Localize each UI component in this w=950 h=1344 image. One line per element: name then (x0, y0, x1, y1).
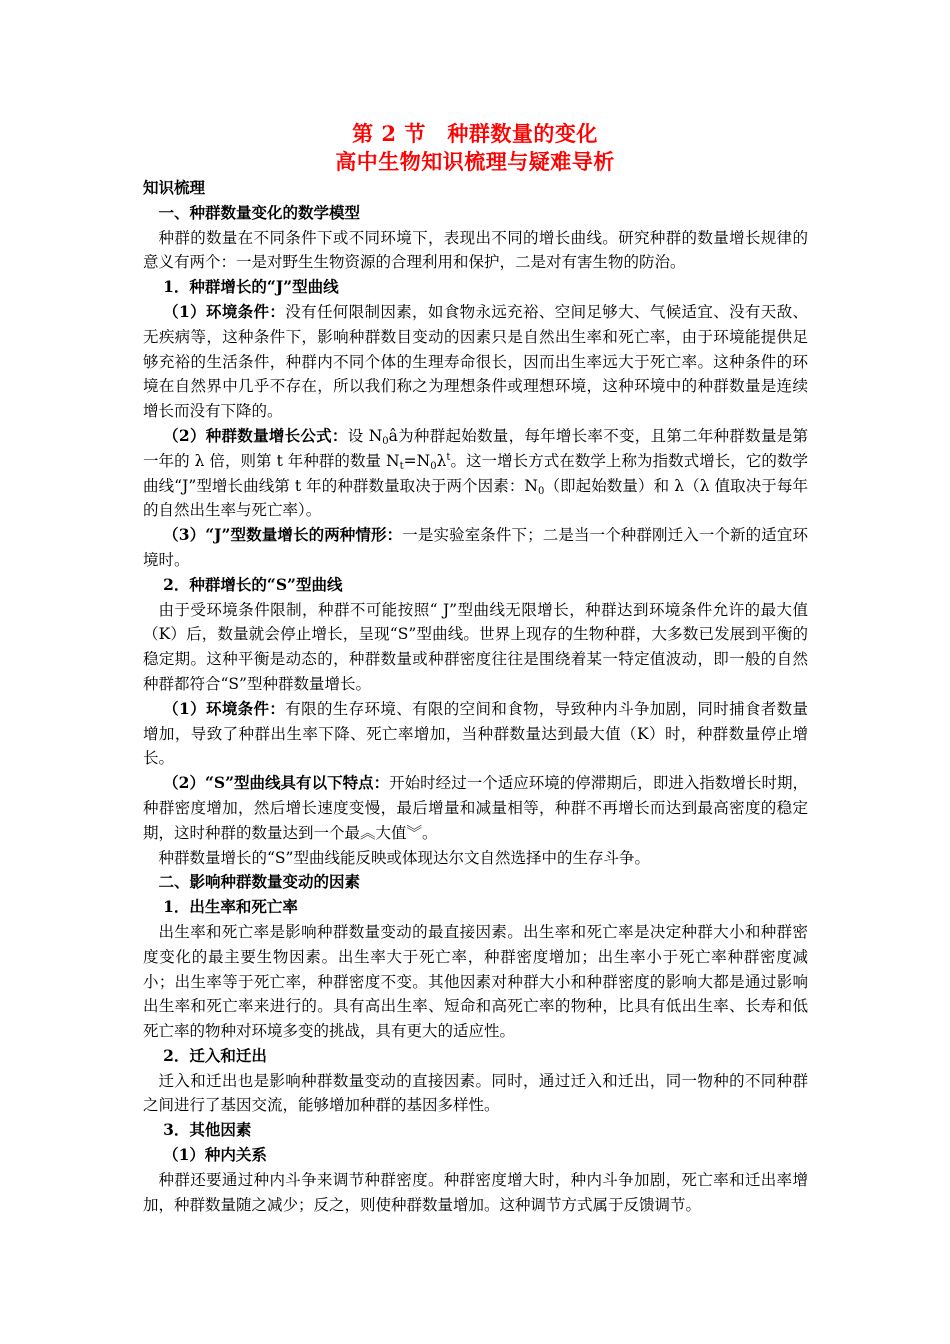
j-curve-formula-label: （2）种群数量增长公式： (163, 425, 348, 445)
formula-superscript-t: t (446, 451, 451, 463)
s-curve-intro: 由于受环境条件限制，种群不可能按照“ J”型曲线无限增长，种群达到环境条件允许的最大值（K）后，数量就会停止增长，呈现“S”型曲线。世界上现存的生物种群，大多数已发展到平衡的稳定期。这种平衡是动态的，种群数量或种群密度往往是围绕着某一特定值波动，即一般的自然种群都符合“S”型种群数量增长。 (143, 600, 808, 693)
part1-intro: 种群的数量在不同条件下或不同环境下，表现出不同的增长曲线。研究种群的数量增长规律的意义有两个：一是对野生生物资源的合理利用和保护，二是对有害生物的防治。 (143, 228, 808, 272)
page-subtitle: 高中生物知识梳理与疑难导析 (335, 149, 615, 174)
s-curve-conditions-text: 有限的生存环境、有限的空间和食物，导致种内斗争加剧，同时捕食者数量增加，导致了种群出生率下降、死亡率增加，当种群数量达到最大值（K）时，种群数量停止增长。 (143, 699, 808, 768)
j-curve-situations-text: 一是实验室条件下；二是当一个种群刚迁入一个新的适宜环境时。 (143, 526, 808, 569)
part1-heading: 一、种群数量变化的数学模型 (158, 202, 361, 222)
formula-text-e: 。这一增长方式在数学上称为指数式增长，它的数学曲线“J”型增长曲线第 t 年的种群数量取决于两个因素：N (143, 451, 808, 495)
j-curve-heading: 1．种群增长的“J”型曲线 (163, 277, 339, 297)
other-factors-heading: 3．其他因素 (163, 1120, 252, 1140)
intraspecific-heading: （1）种内关系 (163, 1145, 267, 1165)
formula-text-d: λ (436, 451, 447, 470)
s-curve-features-text: 开始时经过一个适应环境的停滞期后，即进入指数增长时期，种群密度增加，然后增长速度变慢，最后增量和减量相等，种群不再增长而达到最高密度的稳定期，这时种群的数量达到一个最︽大值︾。 (143, 774, 808, 842)
page-title: 第 2 节 种群数量的变化 (352, 121, 598, 146)
formula-text-c: =N (403, 451, 431, 470)
j-curve-conditions (143, 300, 808, 424)
s-curve-conditions-label: （1）环境条件： (163, 698, 286, 718)
formula-text-a: 设 N (347, 426, 383, 445)
j-curve-conditions-text: 没有任何限制因素，如食物永远充裕、空间足够大、气候适宜、没有天敌、无疾病等，这种条件下，影响种群数目变动的因素只是自然出生率和死亡率，由于环境能提供足够充裕的生活条件，种群内不同个体的生理寿命很长，因而出生率远大于死亡率。这种条件的环境在自然界中几乎不存在，所以我们称之为理想条件或理想环境，这种环境中的种群数量是连续增长而没有下降的。 (143, 302, 808, 421)
s-curve-closing: 种群数量增长的“S”型曲线能反映或体现达尔文自然选择中的生存斗争。 (158, 848, 650, 867)
formula-subscript-t: t (399, 460, 404, 472)
j-curve-formula (143, 424, 808, 523)
j-curve-situations (143, 523, 808, 573)
formula-text-f: （即起始数量）和 λ（λ 值取决于每年的自然出生率与死亡率）。 (143, 476, 808, 520)
migration-heading: 2．迁入和迁出 (163, 1045, 267, 1065)
birth-death-text: 出生率和死亡率是影响种群数量变动的最直接因素。出生率和死亡率是决定种群大小和种群密度变化的最主要生物因素。出生率大于死亡率，种群密度增加；出生率小于死亡率种群密度减小；出生率等于死亡率，种群密度不变。其他因素对种群大小和种群密度的影响大都是通过影响出生率和死亡率来进行的。具有高出生率、短命和高死亡率的物种，比具有低出生率、长寿和低死亡率的物种对环境多变的挑战，具有更大的适应性。 (143, 922, 808, 1041)
part2-heading: 二、影响种群数量变动的因素 (158, 872, 361, 892)
formula-subscript-0: 0 (382, 435, 389, 447)
birth-death-heading: 1．出生率和死亡率 (163, 897, 298, 917)
j-curve-conditions-label: （1）环境条件： (163, 301, 286, 321)
section-heading: 知识梳理 (143, 178, 206, 197)
formula-subscript-0c: 0 (537, 485, 545, 497)
s-curve-conditions (143, 697, 808, 771)
formula-text-b: â为种群起始数量，每年增长率不变，且第二年种群数量是第一年的 λ 倍，则第 t 年种群的数量 N (143, 426, 808, 470)
j-curve-situations-label: （3）“J”型数量增长的两种情形： (163, 525, 403, 545)
s-curve-features (143, 771, 808, 845)
s-curve-heading: 2．种群增长的“S”型曲线 (163, 574, 343, 594)
s-curve-features-label: （2）“S”型曲线具有以下特点： (163, 773, 390, 793)
migration-text: 迁入和迁出也是影响种群数量变动的直接因素。同时，通过迁入和迁出，同一物种的不同种群之间进行了基因交流，能够增加种群的基因多样性。 (143, 1071, 808, 1115)
document-body (143, 176, 808, 1217)
intraspecific-text: 种群还要通过种内斗争来调节种群密度。种群密度增大时，种内斗争加剧，死亡率和迁出率增加，种群数量随之减少；反之，则使种群数量增加。这种调节方式属于反馈调节。 (143, 1170, 808, 1214)
formula-subscript-0b: 0 (430, 460, 437, 472)
